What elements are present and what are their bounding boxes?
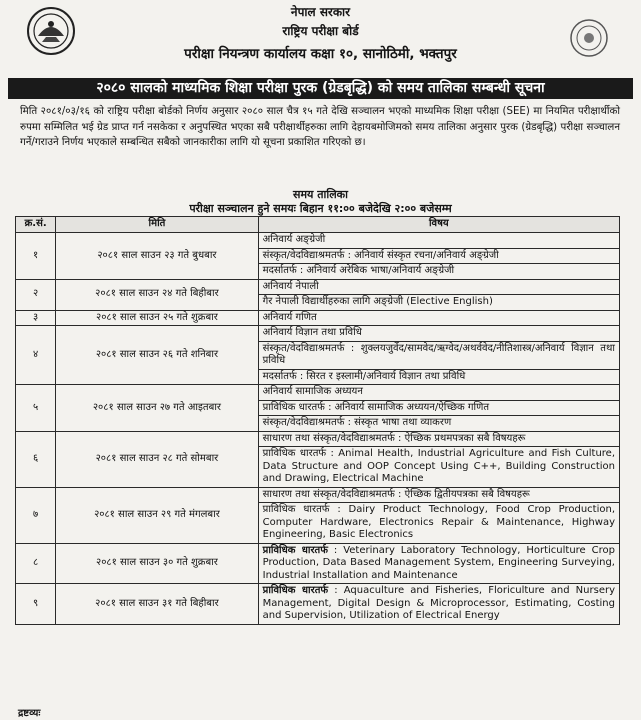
subject-text: संस्कृत/वेदविद्याश्रमतर्फ : अनिवार्य संस्कृत रचना/अनिवार्य अङ्ग्रेजी [262, 249, 499, 261]
header-serial: क्र.सं. [16, 217, 56, 233]
timetable-time: परीक्षा सञ्चालन हुने समयः बिहान ११:०० बजेदेखि २:०० बजेसम्म [189, 202, 452, 215]
table-row [16, 233, 620, 249]
subject-cell [258, 447, 619, 488]
subject-text: प्राविधिक धारतर्फ : Animal Health, Industrial Agriculture and Fish Culture, Data Structure and OOP Concept Using C++, Building Construction and Drawing, Electrical Machine [262, 448, 615, 484]
serial-cell: ८ [16, 543, 56, 584]
subject-cell [258, 248, 619, 264]
table-row [16, 326, 620, 342]
date-cell: २०८१ साल साउन २७ गते आइतबार [56, 385, 258, 432]
subject-text: अनिवार्य विज्ञान तथा प्रविधि [262, 327, 362, 338]
header-date: मिति [56, 217, 258, 233]
date-cell: २०८१ साल साउन २८ गते सोमबार [56, 431, 258, 487]
serial-cell: ४ [16, 326, 56, 385]
subject-cell [258, 326, 619, 342]
subject-cell [258, 233, 619, 249]
date-cell: २०८१ साल साउन ३१ गते बिहीबार [56, 584, 258, 625]
timetable-title: समय तालिका [293, 188, 348, 201]
subject-text: गैर नेपाली विद्यार्थीहरुका लागि अङ्ग्रेजी (Elective English) [262, 296, 493, 307]
subject-text: अनिवार्य नेपाली [262, 280, 319, 292]
subject-text: साधारण तथा संस्कृत/वेदविद्याश्रमतर्फ : ऐच्छिक प्रथमपत्रका सबै विषयहरू [262, 432, 526, 444]
subject-text: प्राविधिक धारतर्फ : अनिवार्य सामाजिक अध्ययन/ऐच्छिक गणित [262, 401, 490, 413]
subject-cell [258, 400, 619, 416]
table-row [16, 279, 620, 295]
subject-text: संस्कृत/वेदविद्याश्रमतर्फ : शुक्लयजुर्वेद/सामवेद/ऋग्वेद/अथर्ववेद/नीतिशास्त्र/अनिवार्य विज्ञान तथा प्रविधि [262, 342, 615, 366]
table-row [16, 584, 620, 625]
subject-text: मदर्सातर्फ : सिरत र इस्लामी/अनिवार्य विज्ञान तथा प्रविधि [262, 370, 466, 382]
subject-cell [258, 279, 619, 295]
subject-text: : Veterinary Laboratory Technology, Horticulture Crop Production, Data Based Management System, Engineering Surveying, Industrial Installation and Maintenance [262, 544, 615, 581]
subject-cell [258, 369, 619, 385]
serial-cell: ३ [16, 310, 56, 326]
subject-cell [258, 584, 619, 625]
subject-cell [258, 295, 619, 311]
date-cell: २०८१ साल साउन २६ गते शनिबार [56, 326, 258, 385]
subject-text: प्राविधिक धारतर्फ : Dairy Product Technology, Food Crop Production, Computer Hardware, Electronics Repair & Maintenance, Highway Engineering, Basic Electronics [262, 504, 615, 540]
serial-cell: २ [16, 279, 56, 310]
subject-text: साधारण तथा संस्कृत/वेदविद्याश्रमतर्फ : ऐच्छिक द्वितीयपत्रका सबै विषयहरू [262, 488, 530, 500]
subject-cell [258, 431, 619, 447]
header [0, 0, 641, 74]
subject-cell [258, 310, 619, 326]
serial-cell: ६ [16, 431, 56, 487]
footer-label: द्रष्टव्यः [18, 708, 41, 719]
date-cell: २०८१ साल साउन २९ गते मंगलबार [56, 487, 258, 543]
table-body [16, 233, 620, 625]
subject-text: : Aquaculture and Fisheries, Floriculture and Nursery Management, Digital Design & Microprocessor, Estimating, Costing and Supervision, Utilization of Electrical Energy [262, 585, 616, 621]
date-cell: २०८१ साल साउन २४ गते बिहीबार [56, 279, 258, 310]
notice-banner: २०८० सालको माध्यमिक शिक्षा परीक्षा पुरक (ग्रेडबृद्धि) को समय तालिका सम्बन्धी सूचना [8, 78, 633, 99]
header-subject: विषय [258, 217, 619, 233]
subject-cell [258, 385, 619, 401]
date-cell: २०८१ साल साउन ३० गते शुक्रबार [56, 543, 258, 584]
serial-cell: ९ [16, 584, 56, 625]
header-line-1: नेपाल सरकार [290, 5, 351, 19]
table-row [16, 431, 620, 447]
board-seal-icon [569, 18, 609, 58]
subject-cell [258, 264, 619, 280]
notice-paragraph: मिति २०८१/०३/१६ को राष्ट्रिय परीक्षा बोर्डको निर्णय अनुसार २०८० साल चैत्र १५ गते देखि सञ्चालन भएको माध्यमिक शिक्षा परीक्षा (SEE) मा नियमित परीक्षार्थीको रुपमा सम्मिलित भई ग्रेड प्राप्त गर्न नसकेका र अनुपस्थित भएका सबै परीक्षार्थीहरुका लागि देहायबमोजिमको समय तालिका अनुसार पुरक (ग्रेडबृद्धि) परीक्षा सञ्चालन गर्ने/गराउने निर्णय भएकाले सम्बन्धित सबैको जानकारीका लागि यो सूचना प्रकाशित गरिएको छ। [20, 106, 620, 148]
subject-cell [258, 416, 619, 432]
stream-label: प्राविधिक धारतर्फ [262, 585, 329, 596]
table-header-row [16, 217, 620, 233]
subject-text: अनिवार्य सामाजिक अध्ययन [262, 386, 363, 397]
header-line-2: राष्ट्रिय परीक्षा बोर्ड [282, 24, 359, 38]
table-row [16, 310, 620, 326]
serial-cell: १ [16, 233, 56, 280]
serial-cell: ५ [16, 385, 56, 432]
header-line-3: परीक्षा नियन्त्रण कार्यालय कक्षा १०, सानोठिमी, भक्तपुर [184, 46, 457, 62]
subject-cell [258, 341, 619, 369]
date-cell: २०८१ साल साउन २३ गते बुधबार [56, 233, 258, 280]
subject-cell [258, 503, 619, 544]
subject-text: अनिवार्य गणित [262, 311, 317, 323]
subject-cell [258, 487, 619, 503]
subject-text: अनिवार्य अङ्ग्रेजी [262, 234, 326, 245]
stream-label: प्राविधिक धारतर्फ [262, 544, 328, 556]
subject-cell [258, 543, 619, 584]
subject-text: संस्कृत/वेदविद्याश्रमतर्फ : संस्कृत भाषा तथा व्याकरण [262, 417, 452, 428]
table-row [16, 543, 620, 584]
table-row [16, 487, 620, 503]
date-cell: २०८१ साल साउन २५ गते शुक्रबार [56, 310, 258, 326]
timetable [15, 216, 620, 625]
serial-cell: ७ [16, 487, 56, 543]
table-row [16, 385, 620, 401]
subject-text: मदर्सातर्फ : अनिवार्य अरेबिक भाषा/अनिवार्य अङ्ग्रेजी [262, 265, 455, 276]
